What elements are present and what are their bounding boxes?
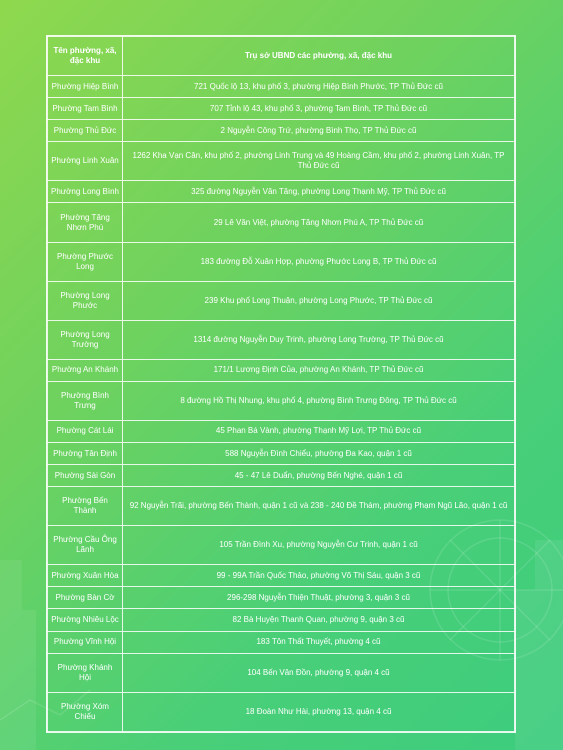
office-address-cell: 1262 Kha Vạn Cân, khu phố 2, phường Linh Trung và 49 Hoàng Cầm, khu phố 2, phường Linh Xuân, TP Thủ Đức cũ (123, 142, 515, 181)
office-address-cell: 588 Nguyễn Đình Chiểu, phường Đa Kao, quận 1 cũ (123, 443, 515, 465)
office-address-cell: 99 - 99A Trần Quốc Thảo, phường Võ Thị Sáu, quận 3 cũ (123, 565, 515, 587)
table-row (48, 242, 515, 281)
office-address-cell: 239 Khu phố Long Thuận, phường Long Phước, TP Thủ Đức cũ (123, 281, 515, 320)
office-address-cell: 18 Đoàn Như Hài, phường 13, quận 4 cũ (123, 692, 515, 731)
table-row (48, 320, 515, 359)
office-address-cell: 171/1 Lương Định Của, phường An Khánh, TP Thủ Đức cũ (123, 359, 515, 381)
office-address-cell: 2 Nguyễn Công Trứ, phường Bình Thọ, TP Thủ Đức cũ (123, 120, 515, 142)
ward-name-cell: Phường Long Trường (48, 320, 123, 359)
ward-name-cell: Phường Long Phước (48, 281, 123, 320)
office-address-cell: 92 Nguyễn Trãi, phường Bến Thành, quận 1 cũ và 238 - 240 Đề Thám, phường Phạm Ngũ Lão, quận 1 cũ (123, 487, 515, 526)
office-address-cell: 105 Trần Đình Xu, phường Nguyễn Cư Trinh, quận 1 cũ (123, 526, 515, 565)
ward-name-cell: Phường Xóm Chiếu (48, 692, 123, 731)
table-header-row (48, 37, 515, 76)
ward-name-cell: Phường Cầu Ông Lãnh (48, 526, 123, 565)
table-row (48, 631, 515, 653)
ward-name-cell: Phường Thủ Đức (48, 120, 123, 142)
table-row (48, 653, 515, 692)
office-address-cell: 45 - 47 Lê Duẩn, phường Bến Nghé, quận 1 cũ (123, 465, 515, 487)
ward-office-table-frame (46, 35, 516, 733)
office-address-cell: 29 Lê Văn Việt, phường Tăng Nhơn Phú A, TP Thủ Đức cũ (123, 203, 515, 242)
ward-name-cell: Phường Bàn Cờ (48, 587, 123, 609)
table-row (48, 565, 515, 587)
ward-name-cell: Phường Nhiêu Lộc (48, 609, 123, 631)
table-row (48, 381, 515, 420)
office-address-cell: 296-298 Nguyễn Thiện Thuật, phường 3, quận 3 cũ (123, 587, 515, 609)
office-address-cell: 104 Bến Vân Đồn, phường 9, quận 4 cũ (123, 653, 515, 692)
header-office-address: Trụ sở UBND các phường, xã, đặc khu (123, 37, 515, 76)
ward-name-cell: Phường Bến Thành (48, 487, 123, 526)
ward-name-cell: Phường Vĩnh Hội (48, 631, 123, 653)
ward-name-cell: Phường Xuân Hòa (48, 565, 123, 587)
ward-name-cell: Phường Sài Gòn (48, 465, 123, 487)
table-row (48, 420, 515, 442)
ward-name-cell: Phường Cát Lái (48, 420, 123, 442)
office-address-cell: 721 Quốc lộ 13, khu phố 3, phường Hiệp Bình Phước, TP Thủ Đức cũ (123, 76, 515, 98)
table-row (48, 281, 515, 320)
table-row (48, 692, 515, 731)
ward-name-cell: Phường An Khánh (48, 359, 123, 381)
ward-name-cell: Phường Long Bình (48, 181, 123, 203)
office-address-cell: 183 đường Đỗ Xuân Hợp, phường Phước Long B, TP Thủ Đức cũ (123, 242, 515, 281)
office-address-cell: 325 đường Nguyễn Văn Tăng, phường Long Thạnh Mỹ, TP Thủ Đức cũ (123, 181, 515, 203)
ward-name-cell: Phường Hiệp Bình (48, 76, 123, 98)
office-address-cell: 707 Tỉnh lộ 43, khu phố 3, phường Tam Bình, TP Thủ Đức cũ (123, 98, 515, 120)
table-row (48, 587, 515, 609)
ward-name-cell: Phường Tam Bình (48, 98, 123, 120)
office-address-cell: 8 đường Hồ Thị Nhung, khu phố 4, phường Bình Trưng Đông, TP Thủ Đức cũ (123, 381, 515, 420)
ward-office-table (47, 36, 515, 732)
table-row (48, 203, 515, 242)
ward-name-cell: Phường Tăng Nhơn Phú (48, 203, 123, 242)
ward-name-cell: Phường Phước Long (48, 242, 123, 281)
office-address-cell: 183 Tôn Thất Thuyết, phường 4 cũ (123, 631, 515, 653)
table-row (48, 359, 515, 381)
table-row (48, 98, 515, 120)
table-row (48, 120, 515, 142)
table-row (48, 487, 515, 526)
office-address-cell: 1314 đường Nguyễn Duy Trinh, phường Long Trường, TP Thủ Đức cũ (123, 320, 515, 359)
ward-name-cell: Phường Bình Trưng (48, 381, 123, 420)
ward-name-cell: Phường Khánh Hội (48, 653, 123, 692)
table-row (48, 609, 515, 631)
table-row (48, 76, 515, 98)
office-address-cell: 45 Phan Bá Vành, phường Thạnh Mỹ Lợi, TP Thủ Đức cũ (123, 420, 515, 442)
ward-name-cell: Phường Linh Xuân (48, 142, 123, 181)
office-address-cell: 82 Bà Huyện Thanh Quan, phường 9, quận 3 cũ (123, 609, 515, 631)
table-row (48, 465, 515, 487)
table-row (48, 443, 515, 465)
header-ward-name: Tên phường, xã, đặc khu (48, 37, 123, 76)
ward-name-cell: Phường Tân Định (48, 443, 123, 465)
table-row (48, 526, 515, 565)
table-row (48, 142, 515, 181)
table-row (48, 181, 515, 203)
